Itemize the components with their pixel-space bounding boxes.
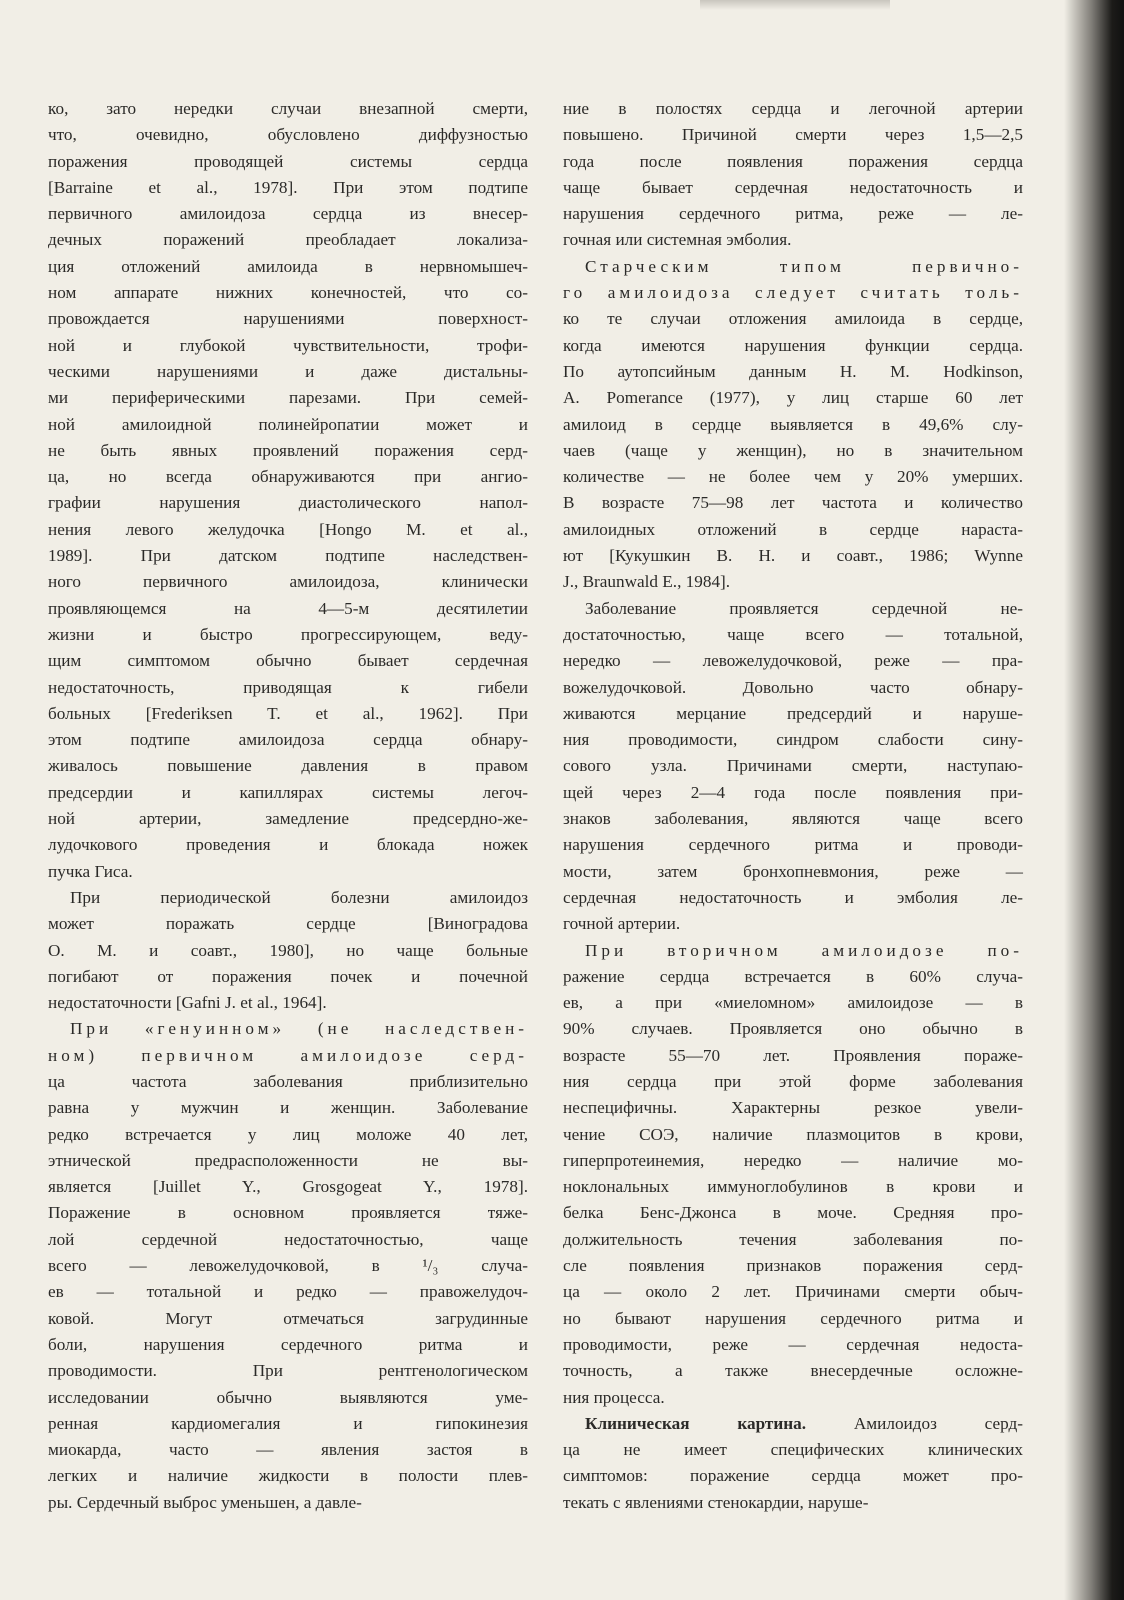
text-line: ния проводимости, синдром слабости сину- [563,730,1023,750]
text-line: нения левого желудочка [Hongo M. et al., [48,519,528,539]
text-line: миокарда, часто — явления застоя в [48,1440,528,1460]
text-line: ние в полостях сердца и легочной артерии [563,99,1023,118]
text-line: этнической предрасположенности не вы- [48,1150,528,1170]
text-line: недостаточность, приводящая к гибели [48,677,528,697]
text-line: но бывают нарушения сердечного ритма и [563,1308,1023,1328]
text-line: 90% случаев. Проявляется оно обычно в [563,1019,1023,1039]
scan-artifact [700,0,890,10]
text-line: ном аппарате нижних конечностей, что со- [48,283,528,303]
text-line: ца, но всегда обнаруживаются при ангио- [48,467,528,487]
text-line: ной амилоидной полинейропатии может и [48,414,528,434]
text-line: ческими нарушениями и даже дистальны- [48,361,528,381]
text-line: текать с явлениями стенокардии, наруше- [563,1492,869,1512]
text-line: первичного амилоидоза сердца из внесер- [48,204,528,224]
text-line: Клиническая картина. Амилоидоз серд- [585,1413,1023,1433]
text-line: повышено. Причиной смерти через 1,5—2,5 [563,125,1023,145]
section-heading: Клиническая картина. [585,1413,807,1433]
text-line: При периодической болезни амилоидоз [70,887,528,907]
text-line: может поражать сердце [Виноградова [48,914,528,934]
text-line: чаще бывает сердечная недостаточность и [563,177,1023,197]
text-line: нарушения сердечного ритма, реже — ле- [563,204,1023,224]
text-line: ко те случаи отложения амилоида в сердце, [563,309,1023,329]
text-line: равна у мужчин и женщин. Заболевание [48,1098,528,1118]
text-line: не быть явных проявлений поражения серд- [48,440,528,460]
text-line: [Barraine et al., 1978]. При этом подтипе [48,177,528,197]
text-line: щей через 2—4 года после появления при- [563,782,1023,802]
text-line: белка Бенс-Джонса в моче. Средняя про- [563,1203,1023,1223]
text-line: достаточностью, чаще всего — тотальной, [563,624,1023,644]
text-line: ко, зато нередки случаи внезапной смерти, [48,99,528,118]
text-line: В возрасте 75—98 лет частота и количество [563,493,1023,513]
text-line: является [Juillet Y., Grosgogeat Y., 1978]. [48,1177,528,1197]
text-line: ми периферическими парезами. При семей- [48,388,528,408]
text-line: когда имеются нарушения функции сердца. [563,335,1023,355]
text-line: больных [Frederiksen T. et al., 1962]. При [48,703,528,723]
text-line: живаются мерцание предсердий и наруше- [563,703,1023,723]
text-line: ной артерии, замедление предсердно-же- [48,809,528,829]
text-line: этом подтипе амилоидоза сердца обнару- [48,730,528,750]
text-line: редко встречается у лиц моложе 40 лет, [48,1124,528,1144]
text-line: Заболевание проявляется сердечной не- [585,598,1023,618]
text-line: J., Braunwald E., 1984]. [563,572,731,592]
text-line: всего — левожелудочковой, в ¹/₃ случа- [48,1256,528,1276]
text-line: ция отложений амилоида в нервномышеч- [48,256,528,276]
text-line: сового узла. Причинами смерти, наступаю- [563,756,1023,776]
right-column [563,96,1023,1516]
text-line: точность, а также внесердечные осложне- [563,1361,1023,1381]
text-line: количестве — не более чем у 20% умерших. [563,467,1023,487]
text-line: погибают от поражения почек и почечной [48,966,528,986]
text-line: года после появления поражения сердца [563,151,1023,171]
text-line: По аутопсийным данным H. M. Hodkinson, [563,361,1023,381]
text-line: ры. Сердечный выброс уменьшен, а давле- [48,1492,362,1512]
text-line: гочной артерии. [563,914,681,934]
text-line: О. М. и соавт., 1980], но чаще больные [48,940,528,960]
text-line: вожелудочковой. Довольно часто обнару- [563,677,1023,697]
text-line: неспецифичны. Характерны резкое увели- [563,1098,1023,1118]
text-line: гиперпротеинемия, нередко — наличие мо- [563,1150,1023,1170]
text-line: графии нарушения диастолического напол- [48,493,528,513]
text-line: При вторичном амилоидозе по- [585,940,1023,960]
text-line: пучка Гиса. [48,861,133,881]
text-line: проводимости, реже — сердечная недоста- [563,1334,1023,1354]
text-line: гочная или системная эмболия. [563,230,792,250]
text-line: нередко — левожелудочковой, реже — пра- [563,651,1023,671]
text-line: ев — тотальной и редко — правожелудоч- [48,1282,528,1302]
text-line: нарушения сердечного ритма и проводи- [563,835,1023,855]
page-edge-shadow [1064,0,1124,1600]
text-line: возрасте 55—70 лет. Проявления пораже- [563,1045,1023,1065]
text-line: провождается нарушениями поверхност- [48,309,528,329]
text-line: живалось повышение давления в правом [48,756,528,776]
text-line: недостаточности [Gafni J. et al., 1964]. [48,993,327,1013]
text-line: ца — около 2 лет. Причинами смерти обыч- [563,1282,1023,1302]
text-line: ноклональных иммуноглобулинов в крови и [563,1177,1023,1197]
text-line: амилоид в сердце выявляется в 49,6% слу- [563,414,1023,434]
text-line: A. Pomerance (1977), у лиц старше 60 лет [563,388,1023,408]
text-line: ной и глубокой чувствительности, трофи- [48,335,528,355]
text-line: чение СОЭ, наличие плазмоцитов в крови, [563,1124,1023,1144]
text-line: ния сердца при этой форме заболевания [563,1071,1023,1091]
text-line: лудочкового проведения и блокада ножек [48,835,528,855]
text-line: щим симптомом обычно бывает сердечная [48,651,528,671]
text-line: ном) первичном амилоидозе серд- [48,1045,528,1065]
text-line: ражение сердца встречается в 60% случа- [563,966,1023,986]
text-line: ев, а при «миеломном» амилоидозе — в [563,993,1023,1013]
text-line: Старческим типом первично- [585,256,1023,276]
left-column [48,96,528,1516]
text-line: предсердии и капиллярах системы легоч- [48,782,528,802]
text-line: ют [Кукушкин В. Н. и соавт., 1986; Wynne [563,546,1023,566]
text-line: мости, затем бронхопневмония, реже — [563,861,1023,881]
text-line: знаков заболевания, являются чаще всего [563,809,1023,829]
text-line: 1989]. При датском подтипе наследствен- [48,546,528,566]
text-line: сле появления признаков поражения серд- [563,1256,1023,1276]
text-line: лой сердечной недостаточностью, чаще [48,1229,528,1249]
text-line: ца не имеет специфических клинических [563,1440,1023,1460]
text-line: симптомов: поражение сердца может про- [563,1466,1023,1486]
text-line: жизни и быстро прогрессирующем, веду- [48,624,528,644]
text-line: проявляющемся на 4—5-м десятилетии [48,598,528,618]
text-line: го амилоидоза следует считать толь- [563,283,1023,303]
text-line: должительность течения заболевания по- [563,1229,1023,1249]
text-line: При «генуинном» (не наследствен- [70,1019,528,1039]
text-line: амилоидных отложений в сердце нараста- [563,519,1023,539]
text-line: чаев (чаще у женщин), но в значительном [563,440,1023,460]
text-line: легких и наличие жидкости в полости плев- [48,1466,528,1486]
text-line: проводимости. При рентгенологическом [48,1361,528,1381]
text-line: боли, нарушения сердечного ритма и [48,1334,528,1354]
text-line: исследовании обычно выявляются уме- [48,1387,528,1407]
text-line: что, очевидно, обусловлено диффузностью [48,125,528,145]
text-line: ца частота заболевания приблизительно [48,1071,528,1091]
text-line: ренная кардиомегалия и гипокинезия [48,1413,528,1433]
text-line: ного первичного амилоидоза, клинически [48,572,528,592]
text-line: ковой. Могут отмечаться загрудинные [48,1308,528,1328]
text-line: ния процесса. [563,1387,665,1407]
text-line: поражения проводящей системы сердца [48,151,528,171]
text-line: Поражение в основном проявляется тяже- [48,1203,528,1223]
text-line: дечных поражений преобладает локализа- [48,230,528,250]
text-line: сердечная недостаточность и эмболия ле- [563,887,1023,907]
